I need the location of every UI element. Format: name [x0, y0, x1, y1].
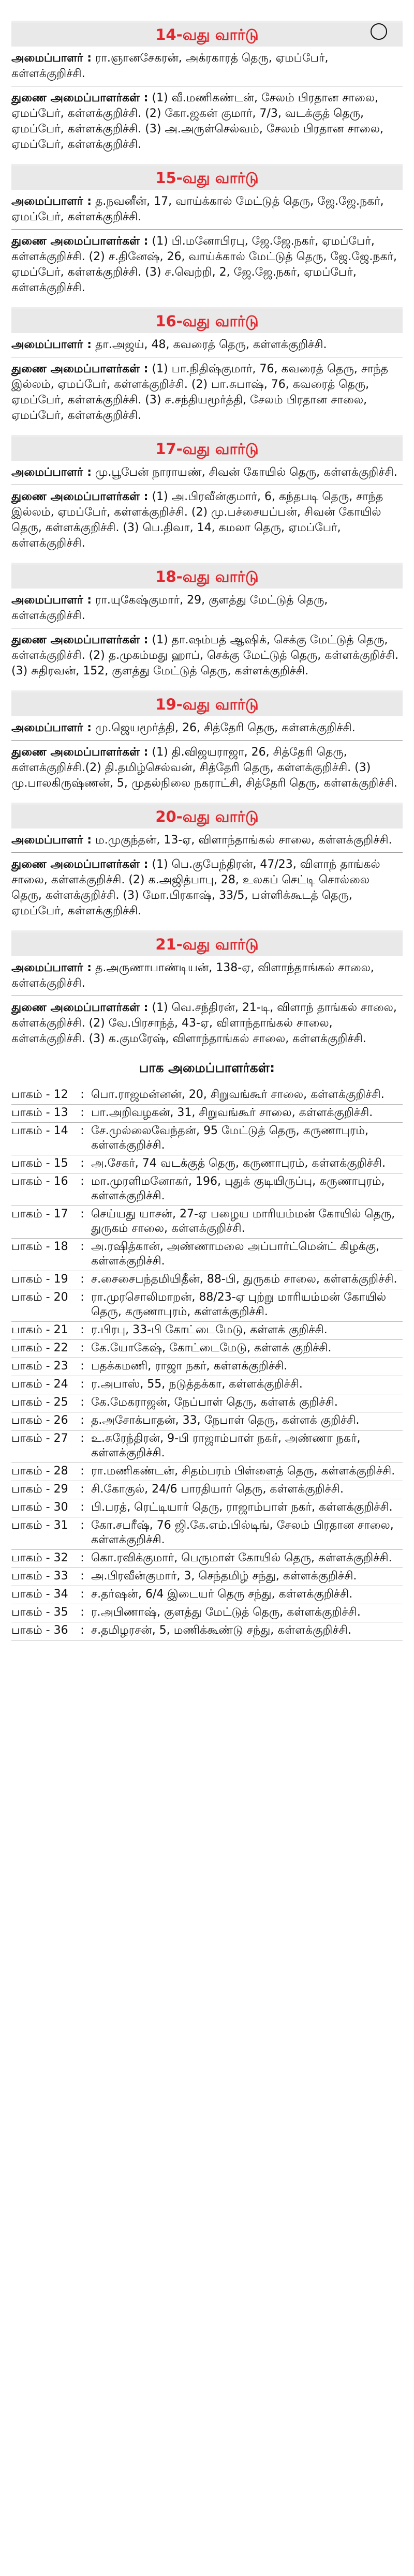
article-body — [0, 21, 414, 1640]
paga-number: பாகம் - 34 — [11, 1588, 68, 1601]
organizer-text: த.அருணாபாண்டியன், 138-ஏ, விளாந்தாங்கல் சாலை, கள்ளக்குறிச்சி. — [11, 961, 374, 990]
paga-organizer: ர.அபிணாஷ், குளத்து மேட்டுத் தெரு, கள்ளக்குறிச்சி. — [91, 1606, 361, 1619]
paga-number: பாகம் - 16 — [11, 1175, 68, 1188]
paga-organizer: ரா.மணிகண்டன், சிதம்பரம் பிள்ளைத் தெரு, கள்ளக்குறிச்சி. — [91, 1465, 395, 1478]
deputies-text: (1) பா.நிதிஷ்குமார், 76, கவரைத் தெரு, சாந்த இல்லம், ஏமப்பேர், கள்ளக்குறிச்சி. (2) பா.சுபாஷ், 76, கவரைத் தெரு, ஏமப்பேர், கள்ளக்குறிச்சி. (3) ச.சந்தியமூர்த்தி, சேலம் பிரதான சாலை, ஏமப்பேர், கள்ளக்குறிச்சி. — [11, 363, 389, 422]
paga-number: பாகம் - 28 — [11, 1465, 68, 1478]
colon-separator: : — [80, 1273, 84, 1286]
paga-number: பாகம் - 25 — [11, 1396, 68, 1409]
paga-organizer: சி.கோகுல், 24/6 பாரதியார் தெரு, கள்ளக்குறிச்சி. — [91, 1483, 344, 1496]
logo-emblem-icon — [371, 23, 387, 40]
paga-organizer: பதக்கமணி, ராஜா நகர், கள்ளக்குறிச்சி. — [91, 1360, 288, 1373]
paga-number: பாகம் - 20 — [11, 1291, 68, 1304]
paga-row — [11, 1430, 403, 1463]
paga-organizer: ச.தமிழரசன், 5, மணிக்கூண்டு சந்து, கள்ளக்குறிச்சி. — [91, 1624, 351, 1637]
paga-row — [11, 1358, 403, 1376]
ward-section-20 — [11, 803, 403, 919]
organizer-label: அமைப்பாளர் : — [11, 195, 92, 208]
ward-header — [11, 307, 403, 333]
colon-separator: : — [80, 1606, 84, 1619]
paga-row — [11, 1105, 403, 1123]
deputies-text: (1) வீ.மணிகண்டன், சேலம் பிரதான சாலை, ஏமப்பேர், கள்ளக்குறிச்சி. (2) கோ.ஜகன் குமார், 7/3, வடக்குத் தெரு, ஏமப்பேர், கள்ளக்குறிச்சி. (3) அ.அருள்செல்வம், சேலம் பிரதான சாலை, ஏமப்பேர், கள்ளக்குறிச்சி. — [11, 92, 383, 151]
colon-separator: : — [80, 1106, 84, 1119]
paga-row — [11, 1155, 403, 1173]
paga-number: பாகம் - 27 — [11, 1432, 68, 1445]
ward-header — [11, 435, 403, 461]
paga-list — [11, 1087, 403, 1640]
paga-number: பாகம் - 29 — [11, 1483, 68, 1496]
colon-separator: : — [80, 1342, 84, 1354]
deputy-label: துணை அமைப்பாளர்கள் : — [11, 746, 149, 759]
logo-script-icon — [389, 25, 410, 38]
paga-row — [11, 1604, 403, 1622]
deputies-text: (1) வெ.சந்திரன், 21-டி, விளாந் தாங்கல் சாலை, கள்ளக்குறிச்சி. (2) வே.பிரசாந்த், 43-ஏ, விளாந்தாங்கல் சாலை, கள்ளக்குறிச்சி. (3) க.குமரேஷ், விளாந்தாங்கல் சாலை, கள்ளக்குறிச்சி. — [11, 1001, 397, 1045]
colon-separator: : — [80, 1240, 84, 1253]
organizer-label: அமைப்பாளர் : — [11, 338, 92, 351]
paga-organizer: அ.பிரவீன்குமார், 3, செந்தமிழ் சந்து, கள்ளக்குறிச்சி. — [91, 1570, 357, 1583]
ward-header — [11, 690, 403, 716]
colon-separator: : — [80, 1208, 84, 1221]
paga-number: பாகம் - 35 — [11, 1606, 68, 1619]
paga-organizer: பி.பரத், ரெட்டியார் தெரு, ராஜாம்பாள் நகர், கள்ளக்குறிச்சி. — [91, 1501, 393, 1514]
paga-row — [11, 1340, 403, 1358]
ward-section-14 — [11, 21, 403, 153]
paga-number: பாகம் - 32 — [11, 1551, 68, 1564]
colon-separator: : — [80, 1157, 84, 1170]
ward-deputies — [11, 745, 403, 791]
paga-number: பாகம் - 19 — [11, 1273, 68, 1286]
ward-organizer — [11, 337, 403, 353]
organizer-text: ம.முகுந்தன், 13-ஏ, விளாந்தாங்கல் சாலை, கள்ளக்குறிச்சி. — [95, 834, 392, 847]
paga-number: பாகம் - 17 — [11, 1208, 68, 1221]
paga-row — [11, 1481, 403, 1499]
colon-separator: : — [80, 1088, 84, 1101]
deputies-text: (1) தா.ஷம்பத் ஆஷிக், செக்கு மேட்டுத் தெரு, கள்ளக்குறிச்சி. (2) த.முகம்மது ஹாப், செக்கு மேட்டுத் தெரு, கள்ளக்குறிச்சி. (3) சுதிரவன், 152, குளத்து மேட்டுத் தெரு, கள்ளக்குறிச்சி. — [11, 634, 398, 677]
deputy-label: துணை அமைப்பாளர்கள் : — [11, 634, 149, 646]
paga-row — [11, 1586, 403, 1604]
paga-row — [11, 1206, 403, 1239]
deputy-label: துணை அமைப்பாளர்கள் : — [11, 92, 149, 104]
ward-title: 15-வது வார்டு — [155, 169, 259, 187]
organizer-text: த.நவனீன், 17, வாய்க்கால் மேட்டுத் தெரு, ஜே.ஜே.நகர், ஏமப்பேர், கள்ளக்குறிச்சி. — [11, 195, 384, 223]
organizer-label: அமைப்பாளர் : — [11, 466, 92, 479]
paga-organizer: ர.பிரபு, 33-பி கோட்டைமேடு, கள்ளக் குறிச்சி. — [91, 1323, 328, 1336]
paga-row — [11, 1517, 403, 1550]
colon-separator: : — [80, 1570, 84, 1583]
ward-organizer — [11, 593, 403, 624]
paga-number: பாகம் - 18 — [11, 1240, 68, 1253]
paga-organizer: கே.மேகராஜன், நேப்பாள் தெரு, கள்ளக் குறிச்சி. — [91, 1396, 338, 1409]
organizer-label: அமைப்பாளர் : — [11, 961, 92, 974]
organizer-text: தா.அஜய், 48, கவரைத் தெரு, கள்ளக்குறிச்சி. — [95, 338, 327, 351]
paga-number: பாகம் - 12 — [11, 1088, 68, 1101]
deputies-text: (1) பெ.குபேந்திரன், 47/23, விளாந் தாங்கல் சாலை, கள்ளக்குறிச்சி. (2) க.அஜித்பாபு, 28, உலகப் செட்டி சொல்லை தெரு, கள்ளக்குறிச்சி. (3) மோ.பிரகாஷ், 33/5, பள்ளிக்கூடத் தெரு, ஏமப்பேர், கள்ளக்குறிச்சி. — [11, 858, 380, 917]
paga-row — [11, 1289, 403, 1322]
paga-number: பாகம் - 13 — [11, 1106, 68, 1119]
divider — [11, 852, 403, 853]
paga-organizer: ர.அபாஸ், 55, நடுத்தக்கா, கள்ளக்குறிச்சி. — [91, 1378, 303, 1391]
paga-number: பாகம் - 31 — [11, 1519, 68, 1532]
paga-organizer: செய்யது யாசன், 27-ஏ பழைய மாரியம்மன் கோயில் தெரு, துருகம் சாலை, கள்ளக்குறிச்சி. — [91, 1208, 395, 1235]
deputy-label: துணை அமைப்பாளர்கள் : — [11, 363, 149, 375]
deputy-label: துணை அமைப்பாளர்கள் : — [11, 858, 149, 871]
ward-header — [11, 164, 403, 190]
ward-organizer — [11, 833, 403, 848]
organizer-text: மு.பூபேன் நாராயண், சிவன் கோயில் தெரு, கள்ளக்குறிச்சி. — [95, 466, 397, 479]
ward-deputies — [11, 1000, 403, 1047]
ward-section-18 — [11, 563, 403, 679]
paga-organizer: கே.யோகேஷ், கோட்டைமேடு, கள்ளக் குறிச்சி. — [91, 1342, 332, 1354]
paga-number: பாகம் - 21 — [11, 1323, 68, 1336]
masthead-logo — [358, 23, 410, 40]
organizer-label: அமைப்பாளர் : — [11, 721, 92, 734]
divider — [11, 229, 403, 230]
colon-separator: : — [80, 1551, 84, 1564]
paga-number: பாகம் - 14 — [11, 1124, 68, 1137]
ward-title: 14-வது வார்டு — [155, 26, 259, 43]
paga-number: பாகம் - 24 — [11, 1378, 68, 1391]
paga-row — [11, 1499, 403, 1517]
paga-row — [11, 1239, 403, 1271]
paga-number: பாகம் - 23 — [11, 1360, 68, 1373]
paga-row — [11, 1412, 403, 1430]
paga-organizer: சே.முல்லைவேந்தன், 95 மேட்டுத் தெரு, கருணாபுரம், கள்ளக்குறிச்சி. — [91, 1124, 368, 1152]
paga-row — [11, 1173, 403, 1206]
paga-organizer: உ.சுரேந்திரன், 9-பி ராஜாம்பாள் நகர், அண்ணா நகர், கள்ளக்குறிச்சி. — [91, 1432, 361, 1459]
ward-deputies — [11, 632, 403, 679]
paga-organizer: த.அசோக்பாதன், 33, நேபாள் தெரு, கள்ளக் குறிச்சி. — [91, 1414, 360, 1427]
divider — [11, 740, 403, 741]
ward-header — [11, 563, 403, 589]
organizer-label: அமைப்பாளர் : — [11, 594, 92, 607]
paga-organizer: ச.சைசைபந்தமியிதீன், 88-பி, துருகம் சாலை, கள்ளக்குறிச்சி. — [91, 1273, 397, 1286]
paga-row — [11, 1271, 403, 1289]
paga-number: பாகம் - 30 — [11, 1501, 68, 1514]
colon-separator: : — [80, 1588, 84, 1601]
paga-row — [11, 1550, 403, 1568]
deputy-label: துணை அமைப்பாளர்கள் : — [11, 1001, 149, 1014]
deputy-label: துணை அமைப்பாளர்கள் : — [11, 235, 149, 248]
paga-number: பாகம் - 36 — [11, 1624, 68, 1637]
ward-title: 20-வது வார்டு — [155, 808, 259, 825]
paga-row — [11, 1394, 403, 1412]
paga-organizer: அ.சேகர், 74 வடக்குத் தெரு, கருணாபுரம், கள்ளக்குறிச்சி. — [91, 1157, 386, 1170]
paga-organizer: அ.ரஷித்கான், அண்ணாமலை அப்பார்ட்மென்ட் கிழக்கு, கள்ளக்குறிச்சி. — [91, 1240, 380, 1268]
ward-organizer — [11, 960, 403, 991]
deputy-label: துணை அமைப்பாளர்கள் : — [11, 490, 149, 503]
colon-separator: : — [80, 1519, 84, 1532]
colon-separator: : — [80, 1175, 84, 1188]
ward-header — [11, 803, 403, 828]
ward-deputies — [11, 234, 403, 296]
colon-separator: : — [80, 1624, 84, 1637]
organizer-text: ரா.யுகேஷ்குமார், 29, குளத்து மேட்டுத் தெரு, கள்ளக்குறிச்சி. — [11, 594, 328, 622]
colon-separator: : — [80, 1501, 84, 1514]
organizer-label: அமைப்பாளர் : — [11, 834, 92, 847]
paga-organizer: ரா.முரசொலிமாறன், 88/23-ஏ புற்று மாரியம்மன் கோயில் தெரு, கருணாபுரம், கள்ளக்குறிச்சி. — [91, 1291, 387, 1318]
colon-separator: : — [80, 1396, 84, 1409]
paga-row — [11, 1463, 403, 1481]
colon-separator: : — [80, 1360, 84, 1373]
ward-deputies — [11, 361, 403, 424]
ward-title: 19-வது வார்டு — [155, 696, 259, 713]
paga-organizer: பா.அறிவழகன், 31, சிறுவங்கூர் சாலை, கள்ளக்குறிச்சி. — [91, 1106, 373, 1119]
paga-row — [11, 1376, 403, 1394]
ward-deputies — [11, 489, 403, 551]
ward-title: 17-வது வார்டு — [155, 440, 259, 458]
colon-separator: : — [80, 1414, 84, 1427]
deputies-text: (1) தி.விஜயராஜா, 26, சித்தேரி தெரு, கள்ளக்குறிச்சி.(2) தி.தமிழ்செல்வன், சித்தேரி தெரு, கள்ளக்குறிச்சி. (3) மு.பாலகிருஷ்ணன், 5, முதல்நிலை நகராட்சி, சித்தேரி தெரு, கள்ளக்குறிச்சி. — [11, 746, 397, 790]
colon-separator: : — [80, 1291, 84, 1304]
deputies-text: (1) அ.பிரவீன்குமார், 6, கந்தபடி தெரு, சாந்த இல்லம், ஏமப்பேர், கள்ளக்குறிச்சி. (2) மு.பச்சையப்பன், சிவன் கோயில் தெரு, கள்ளக்குறிச்சி. (3) பெ.திவா, 14, கமலா தெரு, ஏமப்பேர், கள்ளக்குறிச்சி. — [11, 490, 383, 550]
paga-number: பாகம் - 26 — [11, 1414, 68, 1427]
ward-title: 16-வது வார்டு — [155, 312, 259, 330]
colon-separator: : — [80, 1483, 84, 1496]
colon-separator: : — [80, 1323, 84, 1336]
paga-row — [11, 1123, 403, 1155]
paga-row — [11, 1087, 403, 1105]
ward-section-15 — [11, 164, 403, 296]
organizer-text: மு.ஜெயமூர்த்தி, 26, சித்தேரி தெரு, கள்ளக்குறிச்சி. — [95, 721, 356, 734]
ward-deputies — [11, 857, 403, 919]
deputies-text: (1) பி.மனோபிரபு, ஜே.ஜே.நகர், ஏமப்பேர், கள்ளக்குறிச்சி. (2) ச.தினேஷ், 26, வாய்க்கால் மேட்டுத் தெரு, ஜே.ஜே.நகர், ஏமப்பேர், கள்ளக்குறிச்சி. (3) ச.வெற்றி, 2, ஜே.ஜே.நகர், ஏமப்பேர், கள்ளக்குறிச்சி. — [11, 235, 397, 294]
colon-separator: : — [80, 1124, 84, 1137]
paga-number: பாகம் - 15 — [11, 1157, 68, 1170]
ward-section-17 — [11, 435, 403, 551]
ward-section-21 — [11, 930, 403, 1047]
paga-row — [11, 1322, 403, 1340]
colon-separator: : — [80, 1432, 84, 1445]
ward-organizer — [11, 194, 403, 225]
paga-organizer: கோ.சபரீஷ், 76 ஜி.கே.எம்.பில்டிங், சேலம் பிரதான சாலை, கள்ளக்குறிச்சி. — [91, 1519, 394, 1546]
paga-organizer: மா.முரளிமனோகர், 196, புதுக் குடியிருப்பு, கருணாபுரம், கள்ளக்குறிச்சி. — [91, 1175, 385, 1202]
colon-separator: : — [80, 1378, 84, 1391]
ward-organizer — [11, 465, 403, 480]
paga-row — [11, 1622, 403, 1640]
paga-number: பாகம் - 22 — [11, 1342, 68, 1354]
ward-title: 18-வது வார்டு — [155, 568, 259, 585]
paga-row — [11, 1568, 403, 1586]
ward-title: 21-வது வார்டு — [155, 936, 259, 953]
paga-organizer: ச.தர்ஷன், 6/4 இடையர் தெரு சந்து, கள்ளக்குறிச்சி. — [91, 1588, 353, 1601]
organizer-text: ரா.ஞானசேகரன், அக்ரகாரத் தெரு, ஏமப்பேர், கள்ளக்குறிச்சி. — [11, 52, 329, 80]
paga-number: பாகம் - 33 — [11, 1570, 68, 1583]
ward-organizer — [11, 720, 403, 736]
ward-header — [11, 21, 403, 47]
colon-separator: : — [80, 1465, 84, 1478]
paga-section-title: பாக அமைப்பாளர்கள்: — [139, 1060, 275, 1075]
paga-organizer: பொ.ராஜமன்னன், 20, சிறுவங்கூர் சாலை, கள்ளக்குறிச்சி. — [91, 1088, 385, 1101]
ward-header — [11, 930, 403, 956]
ward-section-19 — [11, 690, 403, 791]
ward-deputies — [11, 91, 403, 153]
ward-organizer — [11, 51, 403, 82]
paga-organizer: கொ.ரவிக்குமார், பெருமாள் கோயில் தெரு, கள்ளக்குறிச்சி. — [91, 1551, 392, 1564]
organizer-label: அமைப்பாளர் : — [11, 52, 92, 65]
ward-section-16 — [11, 307, 403, 424]
